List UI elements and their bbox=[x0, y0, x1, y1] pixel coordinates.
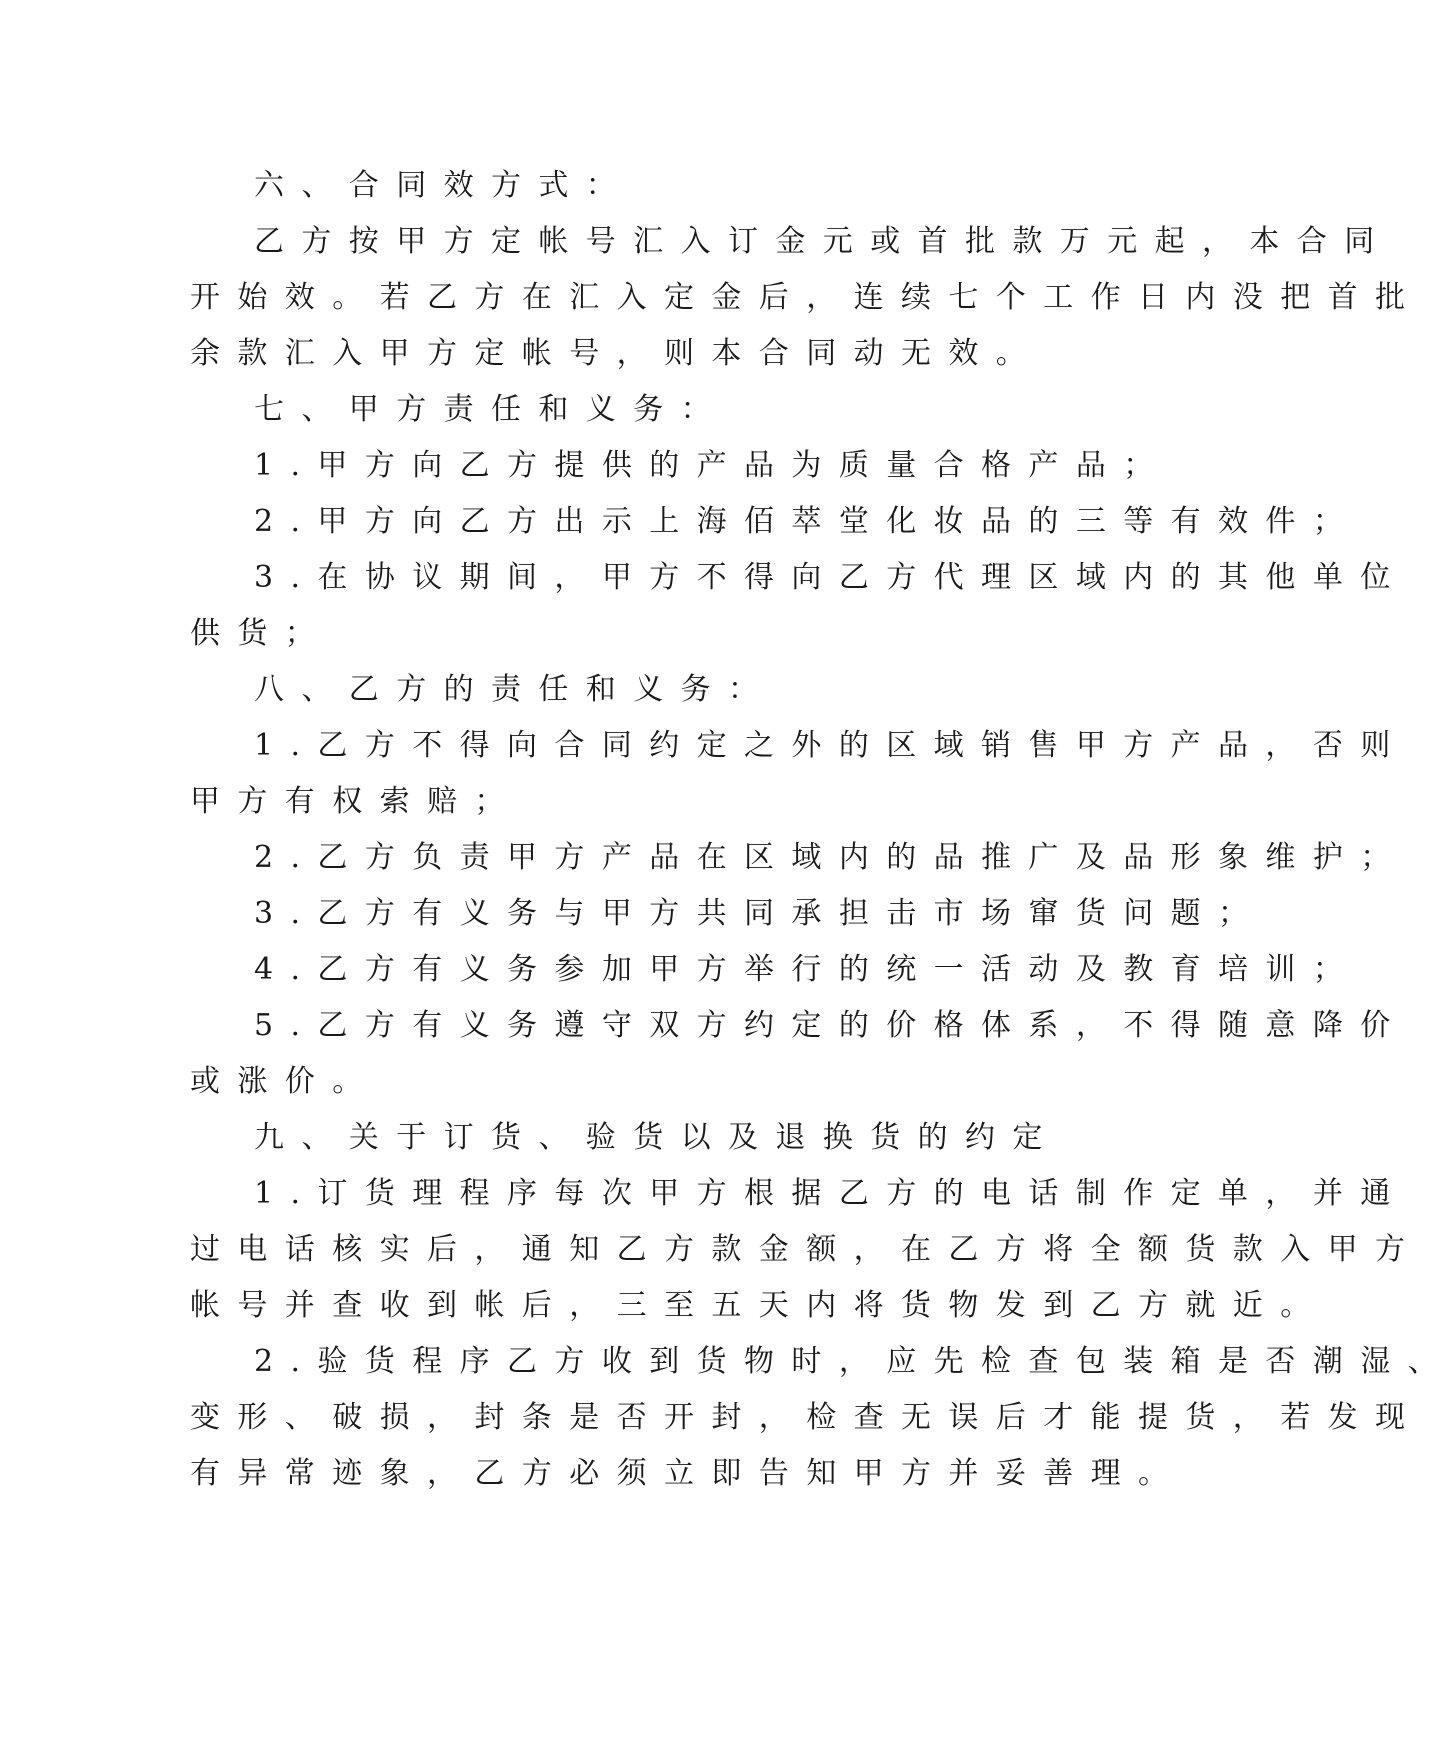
paragraph-line: 有异常迹象，乙方必须立即告知甲方并妥善理。 bbox=[190, 1456, 1186, 1491]
paragraph-line: 余款汇入甲方定帐号，则本合同动无效。 bbox=[190, 336, 1044, 371]
list-item: 1.乙方不得向合同约定之外的区域销售甲方产品，否则 bbox=[254, 728, 1408, 763]
section-8-heading: 八、乙方的责任和义务： bbox=[254, 672, 776, 707]
paragraph-line: 帐号并查收到帐后，三至五天内将货物发到乙方就近。 bbox=[190, 1288, 1328, 1323]
list-item: 4.乙方有义务参加甲方举行的统一活动及教育培训； bbox=[254, 952, 1361, 987]
list-item: 2.验货程序乙方收到货物时，应先检查包装箱是否潮湿、 bbox=[254, 1344, 1455, 1379]
list-item: 1.甲方向乙方提供的产品为质量合格产品； bbox=[254, 448, 1171, 483]
list-item: 2.甲方向乙方出示上海佰萃堂化妆品的三等有效件； bbox=[254, 504, 1361, 539]
section-7-heading: 七、甲方责任和义务： bbox=[254, 392, 728, 427]
paragraph-line: 开始效。若乙方在汇入定金后，连续七个工作日内没把首批 bbox=[190, 280, 1423, 315]
section-6-heading: 六、合同效方式： bbox=[254, 168, 634, 203]
list-item: 2.乙方负责甲方产品在区域内的品推广及品形象维护； bbox=[254, 840, 1408, 875]
list-item: 1.订货理程序每次甲方根据乙方的电话制作定单，并通 bbox=[254, 1176, 1408, 1211]
section-9-heading: 九、关于订货、验货以及退换货的约定 bbox=[254, 1120, 1060, 1155]
list-item: 3.乙方有义务与甲方共同承担击市场窜货问题； bbox=[254, 896, 1266, 931]
list-item: 3.在协议期间，甲方不得向乙方代理区域内的其他单位 bbox=[254, 560, 1408, 595]
paragraph-line: 或涨价。 bbox=[190, 1064, 380, 1099]
paragraph-line: 变形、破损，封条是否开封，检查无误后才能提货，若发现 bbox=[190, 1400, 1423, 1435]
paragraph-line: 甲方有权索赔； bbox=[190, 784, 522, 819]
list-item: 5.乙方有义务遵守双方约定的价格体系，不得随意降价 bbox=[254, 1008, 1408, 1043]
paragraph-line: 乙方按甲方定帐号汇入订金元或首批款万元起，本合同 bbox=[254, 224, 1392, 259]
paragraph-line: 供货； bbox=[190, 616, 333, 651]
paragraph-line: 过电话核实后，通知乙方款金额，在乙方将全额货款入甲方 bbox=[190, 1232, 1423, 1267]
